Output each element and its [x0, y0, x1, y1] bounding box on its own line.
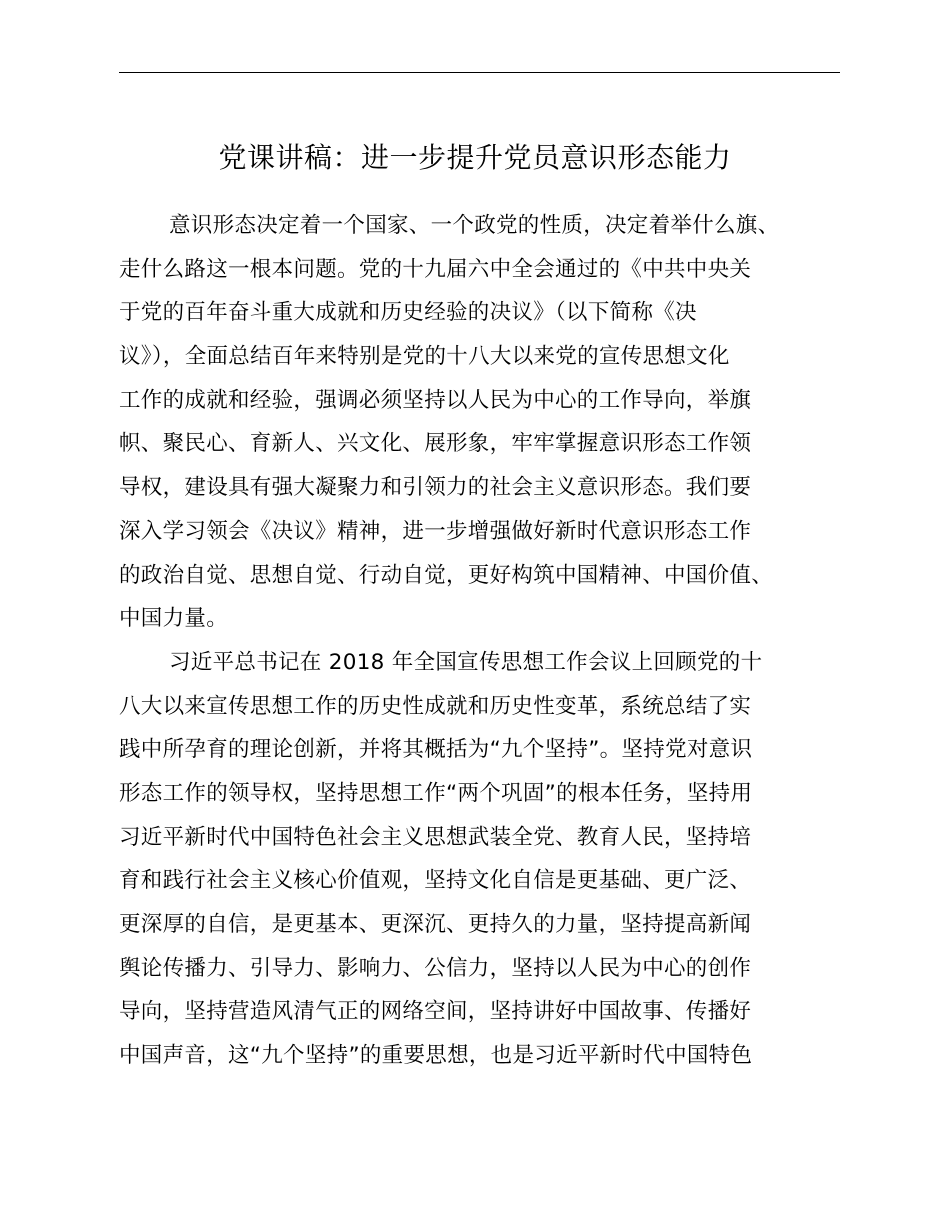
- text-line: 舆论传播力、引导力、影响力、公信力，坚持以人民为中心的创作: [119, 955, 752, 981]
- text-line: 中国声音，这“九个坚持”的重要思想，也是习近平新时代中国特色: [119, 1043, 753, 1069]
- text-line: 帜、聚民心、育新人、兴文化、展形象，牢牢掌握意识形态工作领: [119, 431, 752, 457]
- paragraph-1: [119, 204, 845, 641]
- text-line: 践中所孕育的理论创新，并将其概括为“九个坚持”。坚持党对意识: [119, 737, 753, 763]
- text-line: 议》），全面总结百年来特别是党的十八大以来党的宣传思想文化: [119, 344, 730, 370]
- text-line: 八大以来宣传思想工作的历史性成就和历史性变革，系统总结了实: [119, 693, 752, 719]
- text-line: 习近平新时代中国特色社会主义思想武装全党、教育人民，坚持培: [119, 824, 752, 850]
- text-line: 的政治自觉、思想自觉、行动自觉，更好构筑中国精神、中国价值、: [119, 562, 774, 588]
- text-line: 走什么路这一根本问题。党的十九届六中全会通过的《中共中央关: [119, 256, 752, 282]
- text-line: 意识形态决定着一个国家、一个政党的性质，决定着举什么旗、: [169, 213, 780, 238]
- text-line: 习近平总书记在 2018 年全国宣传思想工作会议上回顾党的十: [169, 649, 763, 675]
- text-line: 于党的百年奋斗重大成就和历史经验的决议》（以下简称《决: [119, 300, 697, 326]
- paragraph-2: [119, 641, 845, 1078]
- text-line: 形态工作的领导权，坚持思想工作“两个巩固”的根本任务，坚持用: [119, 780, 753, 806]
- text-line: 中国力量。: [119, 606, 229, 632]
- text-line: 导权，建设具有强大凝聚力和引领力的社会主义意识形态。我们要: [119, 475, 752, 501]
- text-line: 导向，坚持营造风清气正的网络空间，坚持讲好中国故事、传播好: [119, 999, 752, 1025]
- text-line: 更深厚的自信，是更基本、更深沉、更持久的力量，坚持提高新闻: [119, 912, 752, 937]
- text-line: 育和践行社会主义核心价值观，坚持文化自信是更基础、更广泛、: [119, 868, 752, 894]
- header-rule: [119, 72, 840, 73]
- document-body: [119, 204, 845, 1078]
- text-line: 工作的成就和经验，强调必须坚持以人民为中心的工作导向，举旗: [119, 387, 752, 413]
- document-title: 党课讲稿：进一步提升党员意识形态能力: [218, 141, 732, 174]
- text-line: 深入学习领会《决议》精神，进一步增强做好新时代意识形态工作: [119, 518, 752, 544]
